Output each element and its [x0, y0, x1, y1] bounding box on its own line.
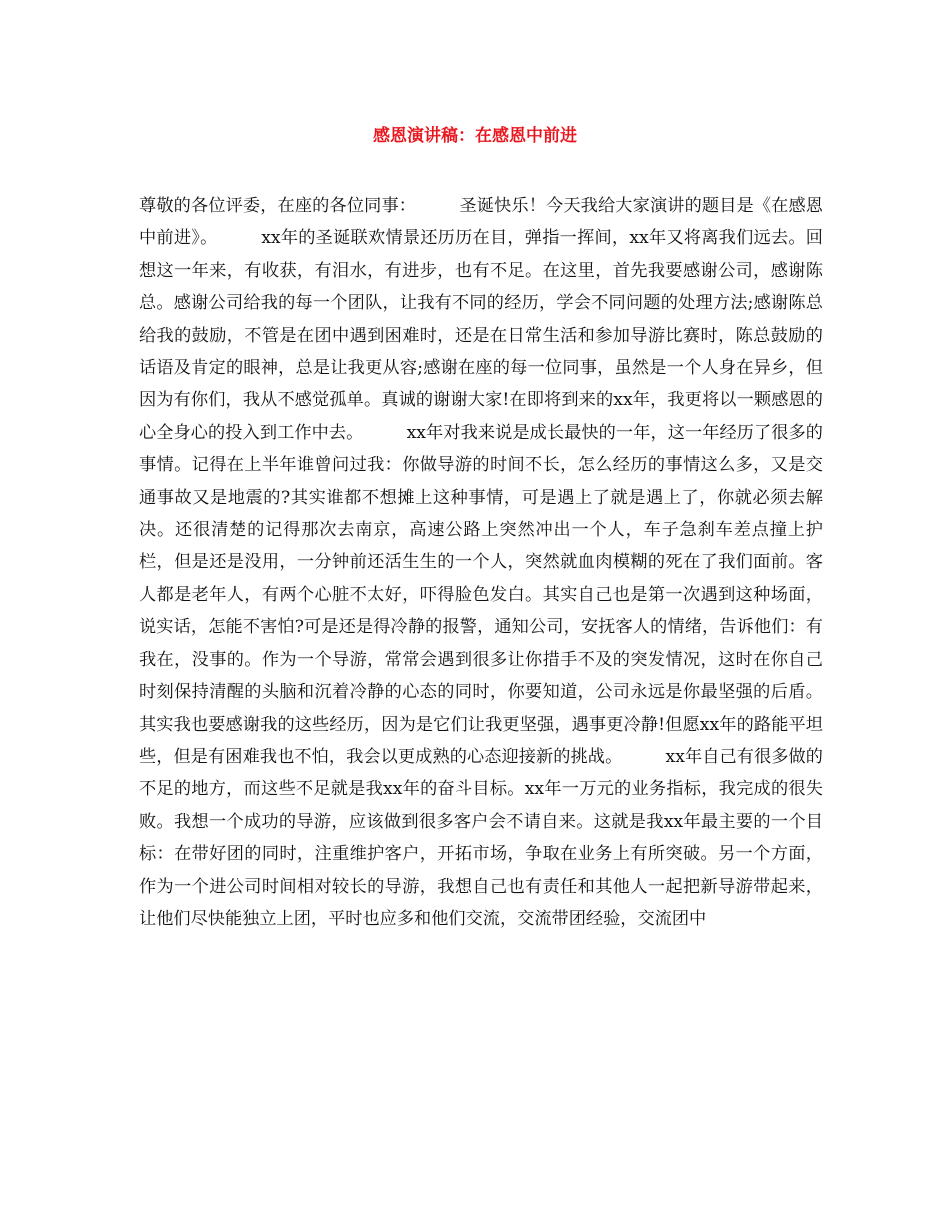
document-title: 感恩演讲稿：在感恩中前进 — [373, 126, 577, 146]
document-body-paragraph: 尊敬的各位评委，在座的各位同事： 圣诞快乐！今天我给大家演讲的题目是《在感恩中前进》。 xx年的圣诞联欢情景还历历在目，弹指一挥间，xx年又将离我们远去。回想这一年来，有收获，有泪水，有进步，也有不足。在这里，首先我要感谢公司，感谢陈总。感谢公司给我的每一个团队，让我有不同的经历，学会不同问题的处理方法;感谢陈总给我的鼓励，不管是在团中遇到困难时，还是在日常生活和参加导游比赛时，陈总鼓励的话语及肯定的眼神，总是让我更从容;感谢在座的每一位同事，虽然是一个人身在异乡，但因为有你们，我从不感觉孤单。真诚的谢谢大家!在即将到来的xx年，我更将以一颗感恩的心全身心的投入到工作中去。 xx年对我来说是成长最快的一年，这一年经历了很多的事情。记得在上半年谁曾问过我：你做导游的时间不长，怎么经历的事情这么多，又是交通事故又是地震的?其实谁都不想摊上这种事情，可是遇上了就是遇上了，你就必须去解决。还很清楚的记得那次去南京，高速公路上突然冲出一个人，车子急刹车差点撞上护栏，但是还是没用，一分钟前还活生生的一个人，突然就血肉模糊的死在了我们面前。客人都是老年人，有两个心脏不太好，吓得脸色发白。其实自己也是第一次遇到这种场面，说实话，怎能不害怕?可是还是得冷静的报警，通知公司，安抚客人的情绪，告诉他们：有我在，没事的。作为一个导游，常常会遇到很多让你措手不及的突发情况，这时在你自己时刻保持清醒的头脑和沉着冷静的心态的同时，你要知道，公司永远是你最坚强的后盾。其实我也要感谢我的这些经历，因为是它们让我更坚强，遇事更冷静!但愿xx年的路能平坦些，但是有困难我也不怕，我会以更成熟的心态迎接新的挑战。 xx年自己有很多做的不足的地方，而这些不足就是我xx年的奋斗目标。xx年一万元的业务指标，我完成的很失败。我想一个成功的导游，应该做到很多客户会不请自来。这就是我xx年最主要的一个目标：在带好团的同时，注重维护客户，开拓市场，争取在业务上有所突破。另一个方面，作为一个进公司时间相对较长的导游，我想自己也有责任和其他人一起把新导游带起来，让他们尽快能独立上团，平时也应多和他们交流，交流带团经验，交流团中 — [139, 196, 823, 929]
